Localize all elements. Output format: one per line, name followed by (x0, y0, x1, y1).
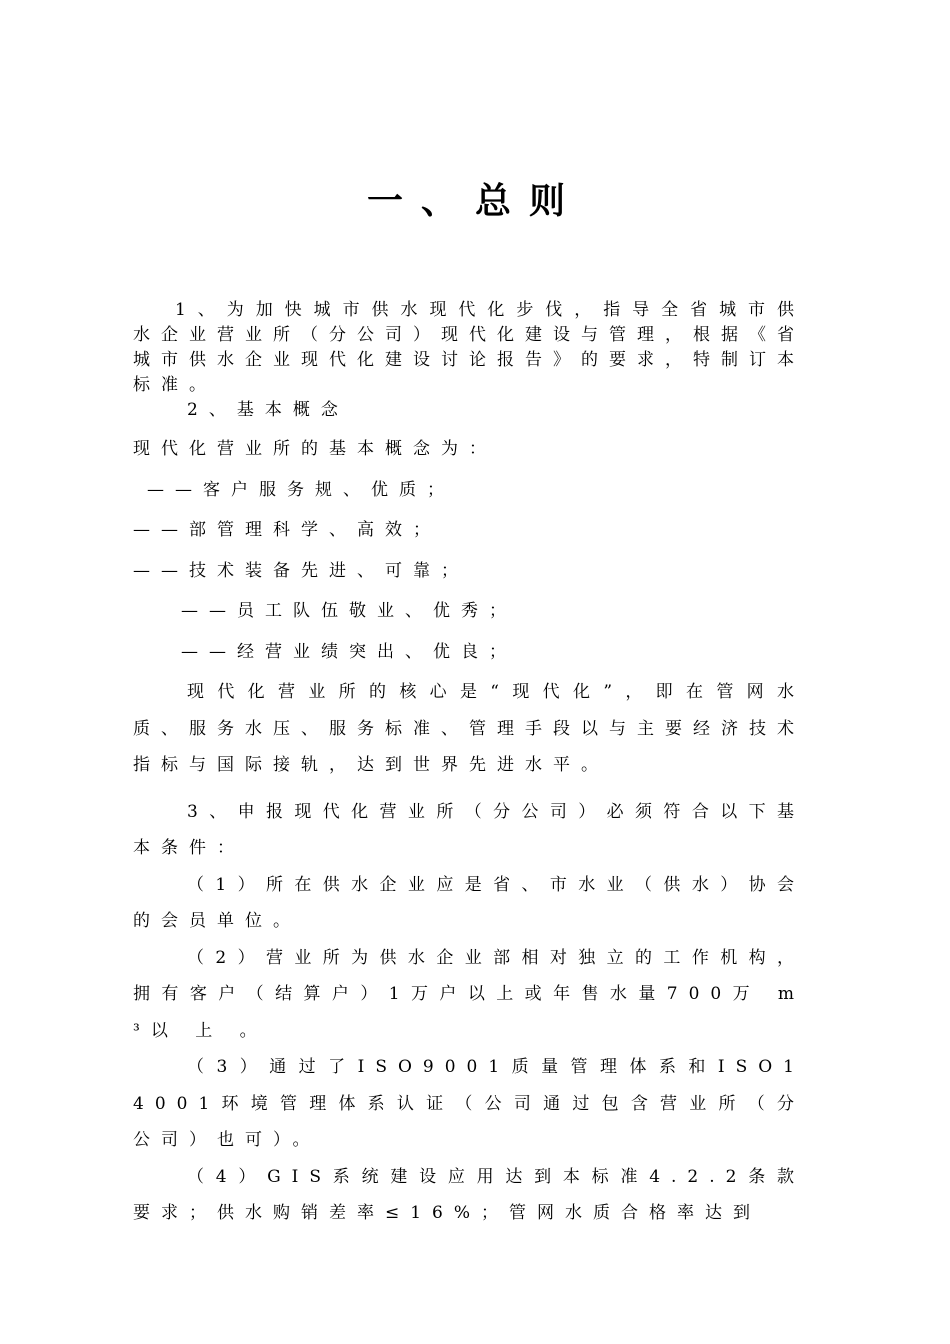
paragraph-application-conditions: 3、申报现代化营业所（分公司）必须符合以下基本条件： (133, 801, 805, 858)
paragraph-basic-concept-intro: 现代化营业所的基本概念为： (133, 439, 497, 459)
document-body (133, 298, 805, 1232)
paragraph-basic-concept-heading: 2、基本概念 (187, 400, 349, 420)
list-item-customer-service: ——客户服务规、优质； (147, 479, 455, 500)
condition-item-1: （1）所在供水企业应是省、市水业（供水）协会的会员单位。 (133, 874, 805, 931)
condition-item-3: （3）通过了ISO9001质量管理体系和ISO14001环境管理体系认证（公司通过包含营业所（分公司）也可）。 (133, 1057, 805, 1150)
list-item-business-performance: ——经营业绩突出、优良； (181, 641, 517, 662)
paragraph-purpose: 1、为加快城市供水现代化步伐，指导全省城市供水企业营业所（分公司）现代化建设与管理，根据《省城市供水企业现代化建设讨论报告》的要求，特制订本标准。 (133, 300, 805, 395)
list-item-staff-team: ——员工队伍敬业、优秀； (181, 601, 517, 621)
list-item-technical-equipment: ——技术装备先进、可靠； (133, 560, 469, 581)
condition-item-4: （4）GIS系统建设应用达到本标准4.2.2条款要求；供水购销差率≤16%；管网水质合格率达到 (133, 1166, 805, 1223)
list-item-internal-management: ——部管理科学、高效； (133, 520, 441, 540)
condition-item-2: （2）营业所为供水企业部相对独立的工作机构，拥有客户（结算户）1万户以上或年售水量700万 m³以 上 。 (133, 947, 805, 1041)
page-title: 一、总则 (366, 181, 583, 222)
paragraph-core-meaning: 现代化营业所的核心是“现代化”，即在管网水质、服务水压、服务标准、管理手段以与主要经济技术指标与国际接轨，达到世界先进水平。 (133, 682, 805, 775)
